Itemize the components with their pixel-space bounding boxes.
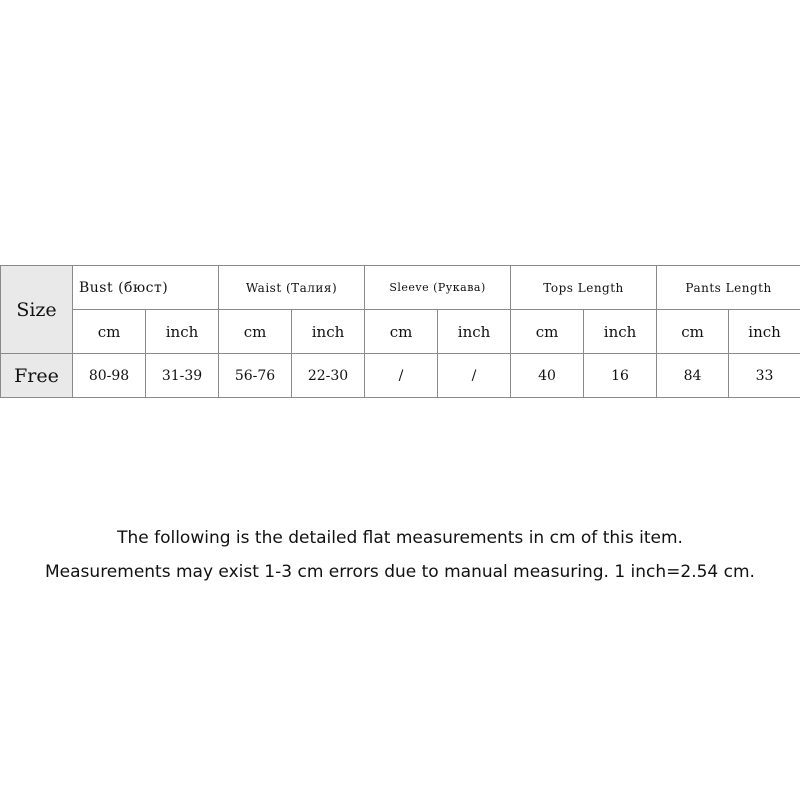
tops-length-header: Tops Length [511,266,657,310]
header-row [1,266,800,310]
pants-length-header: Pants Length [657,266,800,310]
unit-cell: cm [73,310,146,354]
pants-length-inch-value: 33 [729,354,800,398]
waist-inch-value: 22-30 [292,354,365,398]
measurement-note-line-1: The following is the detailed flat measurements in cm of this item. [117,528,683,548]
size-chart-table [0,265,800,398]
unit-cell: inch [292,310,365,354]
bust-cm-value: 80-98 [73,354,146,398]
table-row [1,354,800,398]
unit-cell: cm [219,310,292,354]
tops-length-cm-value: 40 [511,354,584,398]
bust-header: Bust (бюст) [73,266,219,310]
unit-cell: cm [511,310,584,354]
measurement-note-line-2: Measurements may exist 1-3 cm errors due to manual measuring. 1 inch=2.54 cm. [45,562,755,582]
tops-length-inch-value: 16 [584,354,657,398]
waist-header: Waist (Талия) [219,266,365,310]
unit-row [1,310,800,354]
unit-cell: inch [146,310,219,354]
size-free-cell: Free [1,354,73,398]
waist-cm-value: 56-76 [219,354,292,398]
sleeve-header: Sleeve (Рукава) [365,266,511,310]
sleeve-cm-value: / [365,354,438,398]
size-header: Size [1,266,73,354]
bust-inch-value: 31-39 [146,354,219,398]
sleeve-inch-value: / [438,354,511,398]
pants-length-cm-value: 84 [657,354,729,398]
unit-cell: inch [584,310,657,354]
unit-cell: inch [438,310,511,354]
unit-cell: cm [365,310,438,354]
unit-cell: cm [657,310,729,354]
unit-cell: inch [729,310,800,354]
